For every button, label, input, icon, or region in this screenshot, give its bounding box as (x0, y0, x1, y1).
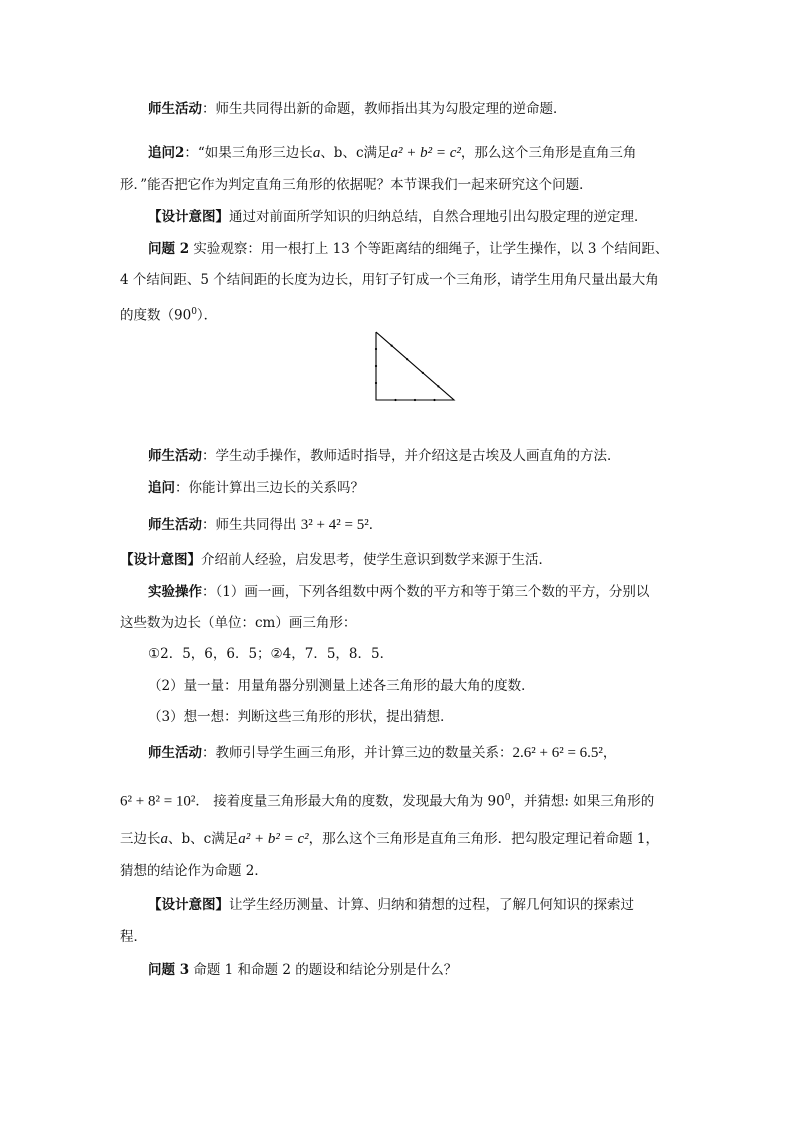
right-triangle-diagram (370, 328, 460, 406)
paragraph-experiment-line4: （2）量一量：用量角器分别测量上述各三角形的最大角的度数． (148, 678, 535, 694)
paragraph-experiment-line3: ①2．5，6，6．5；②4，7．5，8．5． (148, 646, 394, 662)
label-followup: 追问 (148, 480, 175, 496)
paragraph-teacher-activity-2: 师生活动：学生动手操作，教师适时指导，并介绍这是古埃及人画直角的方法． (148, 448, 621, 464)
paragraph-teacher-activity-3: 师生活动：师生共同得出 3² + 4² = 5²． (148, 517, 383, 533)
paragraph-design-intent-1: 【设计意图】通过对前面所学知识的归纳总结，自然合理地引出勾股定理的逆定理． (148, 209, 648, 225)
paragraph-experiment: 实验操作：（1）画一画，下列各组数中两个数的平方和等于第三个数的平方，分别以 (148, 584, 650, 600)
paragraph-problem-2-line2: 4 个结间距、5 个结间距的长度为边长，用钉子钉成一个三角形，请学生用角尺量出最大角 (120, 272, 659, 288)
paragraph-teacher-activity-1: 师生活动：师生共同得出新的命题，教师指出其为勾股定理的逆命题． (148, 101, 567, 117)
paragraph-teacher-activity-4-line3: 三边长a、b、c满足a² + b² = c²，那么这个三角形是直角三角形．把勾股定理记着命题 1， (120, 831, 659, 847)
paragraph-experiment-line2: 这些数为边长（单位：cm）画三角形： (120, 615, 357, 631)
label-design-intent: 【设计意图】 (148, 209, 229, 225)
math-equation-2-6: 2.6² + 6² = 6.5² (512, 745, 603, 761)
label-teacher-activity: 师生活动 (148, 448, 202, 464)
label-followup-2: 追问2 (148, 145, 185, 161)
paragraph-problem-2: 问题 2 实验观察：用一根打上 13 个等距离结的细绳子，让学生操作，以 3 个结间距、 (148, 241, 669, 257)
label-design-intent: 【设计意图】 (120, 552, 201, 568)
math-var-a: a (312, 145, 321, 161)
math-equation-pythagorean: a² + b² = c² (390, 145, 461, 161)
label-experiment: 实验操作 (148, 584, 202, 600)
paragraph-followup-2-line2: 形．”能否把它作为判定直角三角形的依据呢？本节课我们一起来研究这个问题． (120, 177, 593, 193)
paragraph-design-intent-3-line2: 程． (120, 929, 147, 945)
paragraph-teacher-activity-4: 师生活动：教师引导学生画三角形，并计算三边的数量关系：2.6² + 6² = 6.5²， (148, 745, 617, 761)
paragraph-followup: 追问：你能计算出三边长的关系吗？ (148, 480, 364, 496)
paragraph-design-intent-2: 【设计意图】介绍前人经验，启发思考，使学生意识到数学来源于生活． (120, 552, 552, 568)
label-teacher-activity: 师生活动 (148, 517, 202, 533)
paragraph-teacher-activity-4-line4: 猜想的结论作为命题 2． (120, 863, 268, 879)
math-equation-6-8-10: 6² + 8² = 10² (120, 793, 196, 810)
math-equation-pythagorean: a² + b² = c² (238, 831, 309, 847)
paragraph-teacher-activity-4-line2: 6² + 8² = 10²． 接着度量三角形最大角的度数，发现最大角为 $90^0$，并猜想: 如果三角形的 (120, 793, 655, 810)
paragraph-problem-2-line3: 的度数$(90^0)$． (120, 307, 218, 324)
label-design-intent: 【设计意图】 (148, 897, 229, 913)
paragraph-experiment-line5: （3）想一想：判断这些三角形的形状，提出猜想． (148, 709, 454, 725)
paragraph-design-intent-3: 【设计意图】让学生经历测量、计算、归纳和猜想的过程，了解几何知识的探索过 (148, 897, 634, 913)
label-problem-2: 问题 2 (148, 241, 190, 257)
label-teacher-activity: 师生活动 (148, 745, 202, 761)
label-problem-3: 问题 3 (148, 962, 190, 978)
label-teacher-activity: 师生活动 (148, 101, 202, 117)
paragraph-problem-3: 问题 3 命题 1 和命题 2 的题设和结论分别是什么？ (148, 962, 458, 978)
math-equation-3-4-5: 3² + 4² = 5² (300, 517, 369, 533)
paragraph-followup-2: 追问2：“如果三角形三边长a、b、c满足a² + b² = c²，那么这个三角形是直角三角 (148, 145, 637, 161)
right-triangle-figure (370, 328, 460, 410)
math-var-a: a (160, 831, 168, 847)
